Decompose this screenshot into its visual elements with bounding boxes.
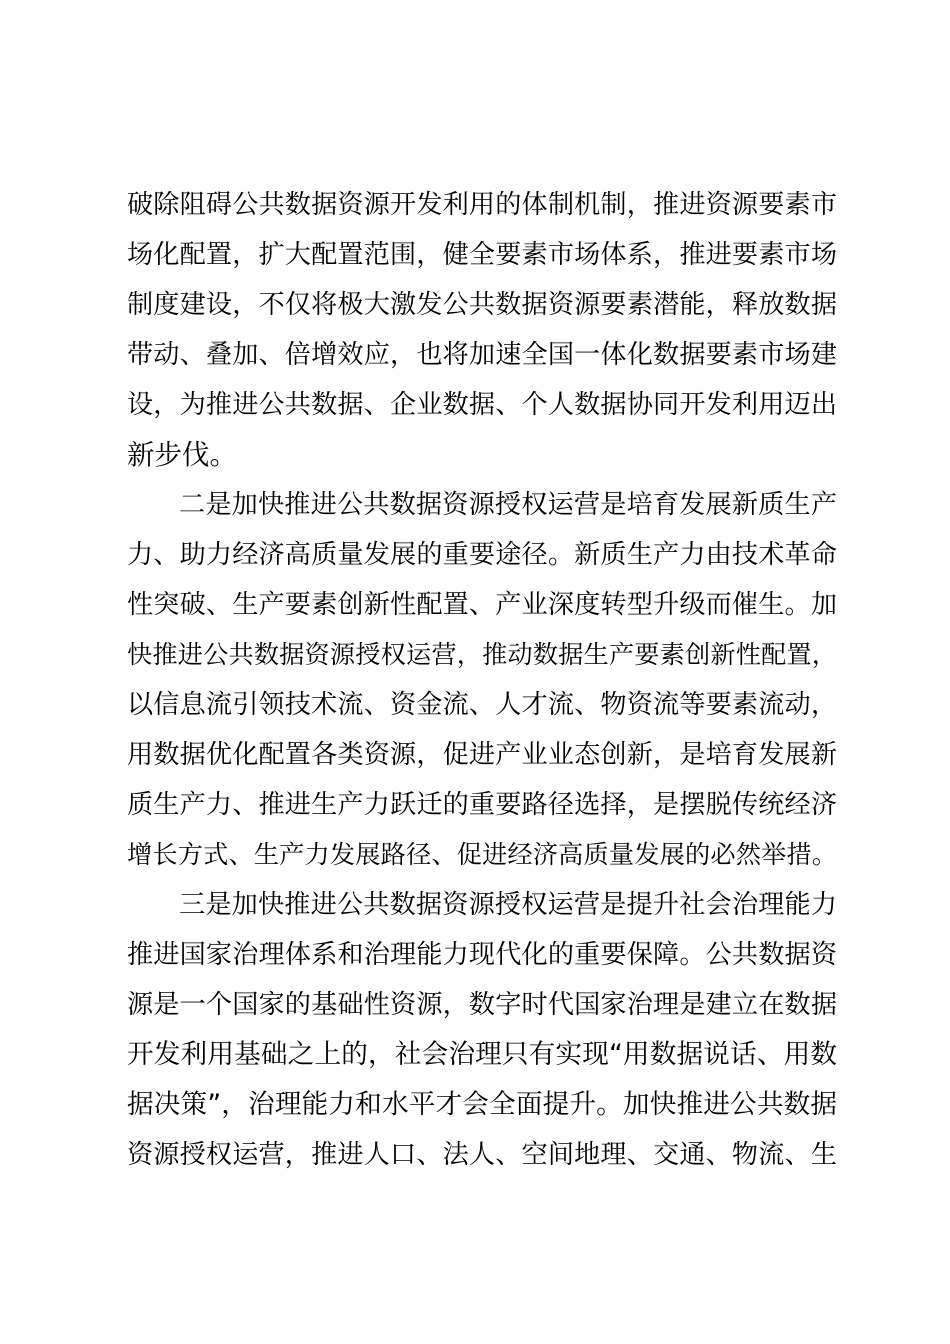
text-line-18: 开发利用基础之上的，社会治理只有实现“用数据说话、用数 xyxy=(127,1039,837,1070)
text-line-20: 资源授权运营，推进人口、法人、空间地理、交通、物流、生 xyxy=(127,1140,837,1170)
text-line-3: 制度建设，不仅将极大激发公共数据资源要素潜能，释放数据 xyxy=(127,290,837,320)
text-line-1: 破除阻碍公共数据资源开发利用的体制机制，推进资源要素市 xyxy=(127,190,837,220)
text-line-15: 三是加快推进公共数据资源授权运营是提升社会治理能力 xyxy=(179,890,837,920)
text-line-12: 用数据优化配置各类资源，促进产业业态创新，是培育发展新 xyxy=(127,740,837,770)
text-line-13: 质生产力、推进生产力跃迁的重要路径选择，是摆脱传统经济 xyxy=(127,790,837,820)
text-line-11: 以信息流引领技术流、资金流、人才流、物资流等要素流动， xyxy=(127,690,837,720)
text-line-7: 二是加快推进公共数据资源授权运营是培育发展新质生产 xyxy=(179,490,837,520)
text-line-8: 力、助力经济高质量发展的重要途径。新质生产力由技术革命 xyxy=(127,540,837,570)
text-line-19: 据决策”，治理能力和水平才会全面提升。加快推进公共数据 xyxy=(127,1089,837,1120)
text-line-6: 新步伐。 xyxy=(127,439,237,471)
text-line-17: 源是一个国家的基础性资源，数字时代国家治理是建立在数据 xyxy=(127,990,837,1020)
text-line-4: 带动、叠加、倍增效应，也将加速全国一体化数据要素市场建 xyxy=(127,340,837,370)
text-line-5: 设，为推进公共数据、企业数据、个人数据协同开发利用迈出 xyxy=(127,390,837,420)
text-line-9: 性突破、生产要素创新性配置、产业深度转型升级而催生。加 xyxy=(127,590,837,620)
text-line-2: 场化配置，扩大配置范围，健全要素市场体系，推进要素市场 xyxy=(127,240,837,270)
text-line-14: 增长方式、生产力发展路径、促进经济高质量发展的必然举措。 xyxy=(127,840,837,869)
text-line-16: 推进国家治理体系和治理能力现代化的重要保障。公共数据资 xyxy=(127,940,837,970)
text-line-10: 快推进公共数据资源授权运营，推动数据生产要素创新性配置， xyxy=(127,640,837,669)
